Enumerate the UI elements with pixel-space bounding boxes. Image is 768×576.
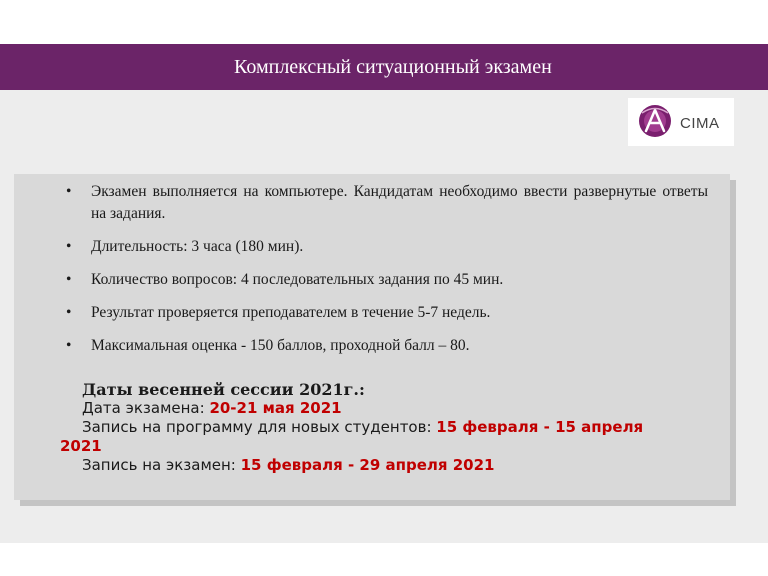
session-dates [60, 380, 720, 475]
exam-date-value: 20-21 мая 2021 [209, 399, 342, 417]
list-item: • Экзамен выполняется на компьютере. Кандидатам необходимо ввести развернутые ответы на задания. [66, 181, 708, 225]
exam-info-list [66, 181, 708, 368]
session-heading: Даты весенней сессии 2021г.: [82, 380, 365, 399]
list-item: • Результат проверяется преподавателем в течение 5-7 недель. [66, 302, 708, 324]
exam-registration-line [60, 456, 720, 475]
cima-logo [628, 98, 734, 146]
program-registration-line [60, 418, 720, 437]
exam-date-line [60, 399, 720, 418]
cima-logo-icon [628, 98, 680, 146]
list-item: • Максимальная оценка - 150 баллов, проходной балл – 80. [66, 335, 708, 357]
list-item: • Длительность: 3 часа (180 мин). [66, 236, 708, 258]
logo-text: CIMA [680, 115, 720, 132]
page-title: Комплексный ситуационный экзамен [234, 56, 552, 78]
program-registration-value: 15 февраля - 15 апреля [436, 418, 644, 436]
program-registration-year: 2021 [60, 437, 102, 455]
exam-registration-value: 15 февраля - 29 апреля 2021 [240, 456, 495, 474]
program-registration-line-cont [60, 437, 720, 456]
program-registration-label: Запись на программу для новых студентов: [82, 418, 437, 436]
exam-registration-label: Запись на экзамен: [82, 456, 241, 474]
exam-date-label: Дата экзамена: [82, 399, 210, 417]
title-bar [0, 44, 768, 90]
list-item: • Количество вопросов: 4 последовательных задания по 45 мин. [66, 269, 708, 291]
